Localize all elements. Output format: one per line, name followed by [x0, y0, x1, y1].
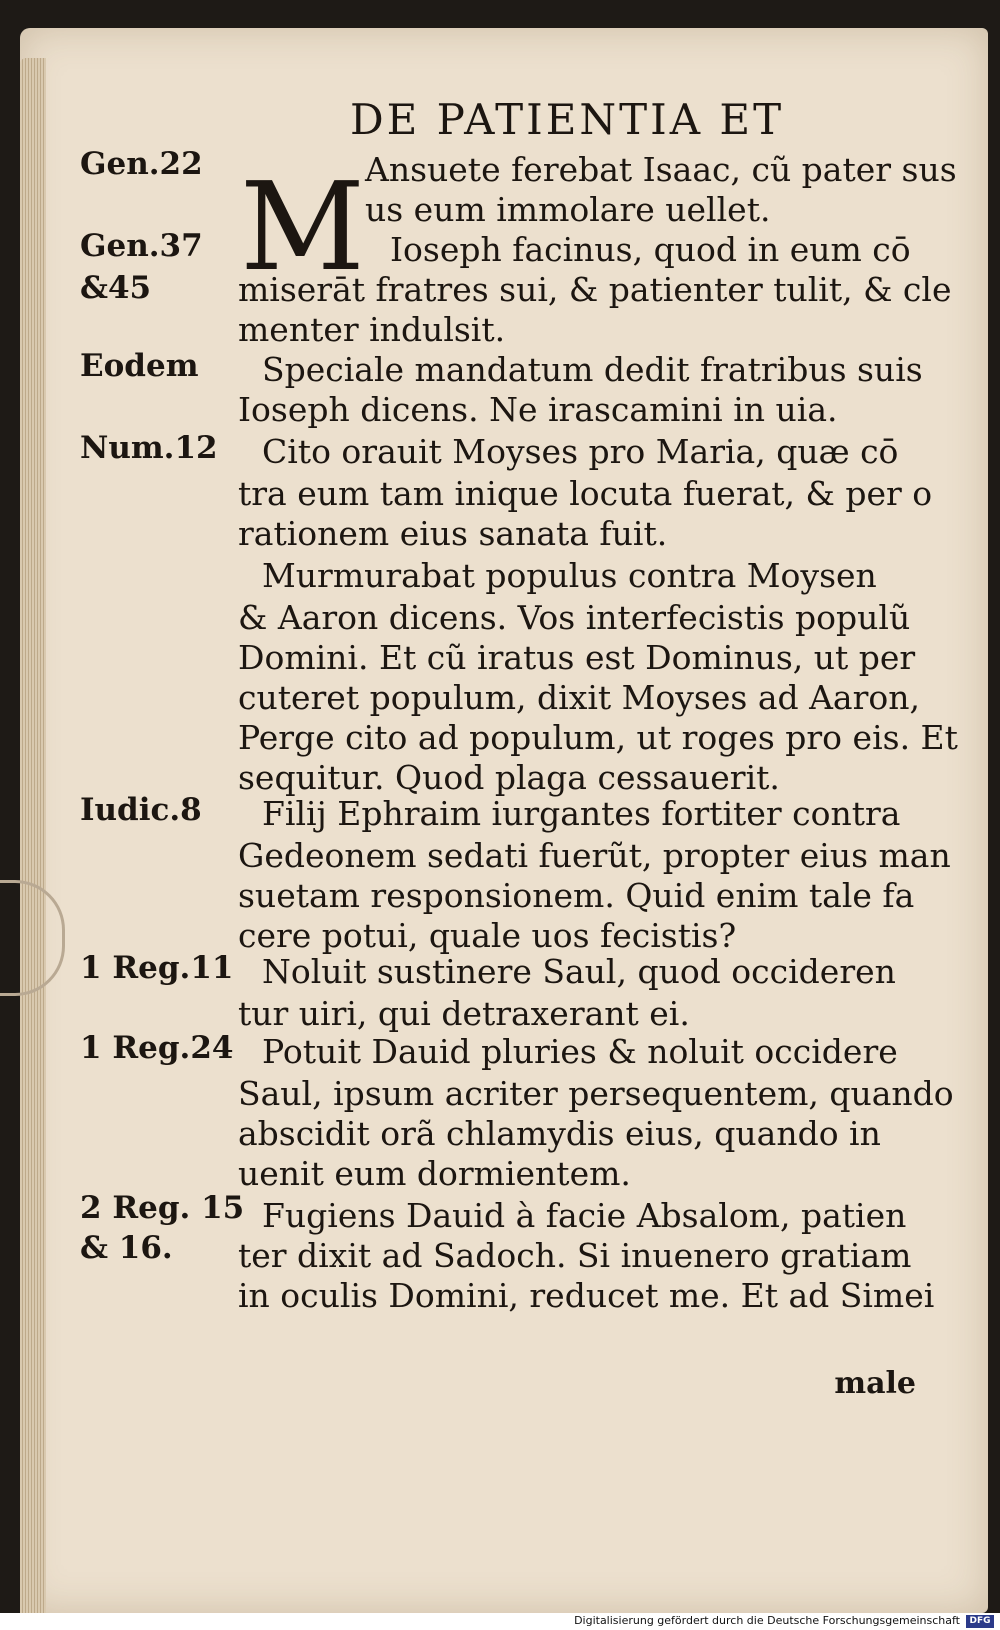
margin-note: Gen.37 [80, 228, 203, 264]
text-line: sequitur. Quod plaga cessauerit. [238, 758, 780, 797]
margin-note: Num.12 [80, 430, 218, 466]
text-line: Perge cito ad populum, ut roges pro eis. Et [238, 718, 958, 757]
text-line: cere potui, quale uos fecistis? [238, 916, 737, 955]
text-line: miserāt fratres sui, & patienter tulit, & cle [238, 270, 952, 309]
text-line: tra eum tam inique locuta fuerat, & per o [238, 474, 933, 513]
margin-note: 1 Reg.11 [80, 950, 234, 986]
margin-note: Eodem [80, 348, 199, 384]
text-line: Domini. Et cũ iratus est Dominus, ut per [238, 638, 916, 677]
text-line: Ansuete ferebat Isaac, cũ pater sus [365, 150, 957, 189]
text-line: suetam responsionem. Quid enim tale fa [238, 876, 915, 915]
margin-note: Gen.22 [80, 146, 203, 182]
text-line: cuteret populum, dixit Moyses ad Aaron, [238, 678, 920, 717]
text-line: Fugiens Dauid à facie Absalom, patien [262, 1196, 907, 1235]
text-line: in oculis Domini, reducet me. Et ad Simei [238, 1276, 935, 1315]
text-line: Noluit sustinere Saul, quod occideren [262, 952, 896, 991]
text-line: Speciale mandatum dedit fratribus suis [262, 350, 923, 389]
text-line: abscidit orã chlamydis eius, quando in [238, 1114, 881, 1153]
text-line: Ioseph dicens. Ne irascamini in uia. [238, 390, 838, 429]
funding-credit: Digitalisierung gefördert durch die Deutsche Forschungsgemeinschaft [574, 1614, 960, 1627]
margin-note: 2 Reg. 15 [80, 1190, 245, 1226]
text-line: Saul, ipsum acriter persequentem, quando [238, 1074, 954, 1113]
text-line: Gedeonem sedati fuerũt, propter eius man [238, 836, 951, 875]
text-line: Murmurabat populus contra Moysen [262, 556, 877, 595]
text-line: tur uiri, qui detraxerant ei. [238, 994, 690, 1033]
catchword: male [834, 1366, 916, 1401]
drop-capital: M [240, 156, 365, 298]
digitization-footer [0, 1613, 1000, 1630]
text-line: us eum immolare uellet. [365, 190, 771, 229]
text-line: Filij Ephraim iurgantes fortiter contra [262, 794, 901, 833]
text-line: rationem eius sanata fuit. [238, 514, 668, 553]
text-line: ter dixit ad Sadoch. Si inuenero gratiam [238, 1236, 912, 1275]
margin-note: 1 Reg.24 [80, 1030, 234, 1066]
page-edges [20, 58, 46, 1628]
margin-note: Iudic.8 [80, 792, 202, 828]
text-line: Ioseph facinus, quod in eum cō [390, 230, 911, 269]
text-line: uenit eum dormientem. [238, 1154, 631, 1193]
running-header: DE PATIENTIA ET [350, 95, 785, 144]
margin-note: & 16. [80, 1230, 173, 1266]
margin-note: &45 [80, 270, 152, 306]
text-line: Cito orauit Moyses pro Maria, quæ cō [262, 432, 899, 471]
text-line: & Aaron dicens. Vos interfecistis populũ [238, 598, 911, 637]
text-line: menter indulsit. [238, 310, 506, 349]
text-line: Potuit Dauid pluries & noluit occidere [262, 1032, 898, 1071]
dfg-logo-icon: DFG [966, 1615, 994, 1628]
